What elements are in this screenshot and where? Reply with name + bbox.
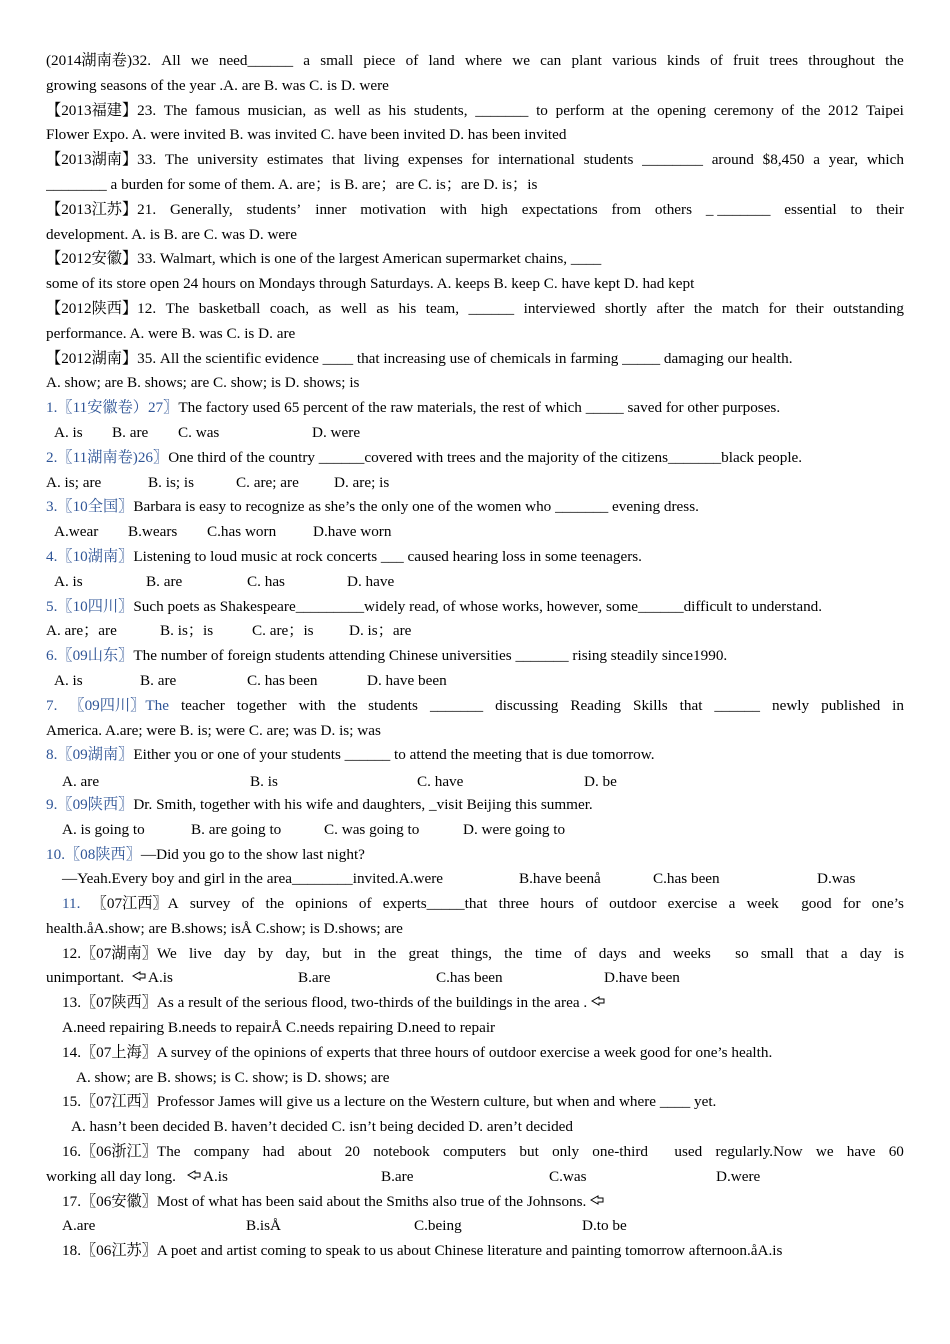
question-2013-fujian-23-options: Flower Expo. A. were invited B. was invited C. have been invited D. has been invited	[46, 126, 567, 144]
word: outstanding	[833, 299, 904, 317]
word: All	[161, 52, 181, 69]
word: only	[552, 1143, 580, 1161]
word: land	[428, 52, 455, 69]
question-source: 〖09湖南〗	[57, 746, 134, 764]
option-a: A. is going to	[62, 820, 145, 838]
word: ______	[714, 696, 760, 714]
word: days	[598, 944, 627, 962]
option-d: D. have been	[367, 671, 447, 689]
question-text: Barbara is easy to recognize as she’s the only one of the women who _______ evening dress.	[133, 498, 699, 516]
word: students,	[413, 101, 468, 119]
word: his	[398, 299, 417, 317]
option-d: D. were going to	[463, 820, 566, 838]
option-a: A. is	[54, 423, 83, 441]
question-text: The number of foreign students attending Chinese universities _______ rising steadily since1990.	[133, 647, 728, 665]
word: perform	[555, 101, 605, 119]
question-number: 5.	[46, 597, 58, 615]
question-text: 17.〖06安徽〗Most of what has been said about the Smiths also true of the Johnsons.	[62, 1192, 587, 1210]
question-3	[46, 495, 904, 520]
word: we	[512, 52, 530, 69]
word: the	[885, 52, 904, 69]
question-9	[46, 793, 904, 818]
option-b: B. is; is	[148, 473, 195, 491]
option-b: B.are	[298, 969, 331, 987]
option-c: C.has been	[436, 969, 503, 987]
word: so	[735, 944, 749, 962]
word: published	[821, 696, 881, 714]
word: of	[241, 895, 255, 913]
word: famous	[195, 101, 240, 119]
word: ceremony	[713, 101, 774, 119]
option-d: D.have worn	[313, 523, 392, 541]
word: ______	[468, 299, 515, 317]
word: the	[377, 944, 397, 962]
question-number: 8.	[46, 746, 58, 764]
word: good	[801, 895, 832, 913]
word: in	[353, 944, 366, 962]
word: need______	[218, 52, 294, 69]
word: 【2013江苏】21.	[46, 200, 157, 218]
word: students	[368, 696, 418, 714]
word: for	[842, 895, 861, 913]
question-17-options	[46, 1214, 904, 1239]
word: essential	[784, 200, 837, 218]
question-12-lead: unimportant.	[46, 969, 125, 987]
option-b: B.are	[381, 1167, 414, 1185]
question-12	[46, 942, 904, 967]
option-a: A.is	[203, 1167, 228, 1185]
word: day,	[285, 944, 311, 962]
question-source: 〖09山东〗	[57, 647, 134, 665]
option-c: C.has been	[653, 870, 720, 888]
question-source: 〖10全国〗	[57, 498, 134, 516]
question-source: 〖11安徽卷）27〗	[57, 399, 179, 417]
word: $8,450	[762, 151, 805, 169]
exercise-document	[46, 49, 904, 1264]
question-3-options	[46, 520, 904, 545]
word: Taipei	[866, 101, 904, 119]
word: in	[892, 696, 904, 714]
word: we	[190, 52, 209, 69]
question-number: 10.	[46, 845, 65, 863]
question-7	[46, 694, 904, 719]
word: throughout	[808, 52, 875, 69]
word: company	[193, 1143, 250, 1161]
word: after	[656, 299, 685, 317]
word: as	[376, 299, 389, 317]
question-7-options: America. A.are; were B. is; were C. are; was D. is; was	[46, 721, 381, 739]
word: one’s	[871, 895, 904, 913]
question-source: 〖08陕西〗	[64, 845, 141, 863]
option-d: D.were	[716, 1167, 761, 1185]
word: various	[612, 52, 657, 69]
question-10-line2	[46, 867, 904, 892]
word: the	[801, 101, 821, 119]
question-text: The factory used 65 percent of the raw materials, the rest of which _____ saved for other purposes.	[178, 399, 781, 417]
word: of	[710, 52, 723, 69]
question-text: 13.〖07陕西〗As a result of the serious flood, two-thirds of the buildings in the area .	[62, 994, 588, 1012]
question-18: 18.〖06江苏〗A poet and artist coming to speak to us about Chinese literature and painting tomorrow afternoon.åA.is	[62, 1242, 783, 1260]
word: as	[313, 101, 327, 119]
word: live	[188, 944, 212, 962]
word: time	[534, 944, 562, 962]
word: _______	[475, 101, 529, 119]
word: the	[337, 696, 357, 714]
word: the	[693, 299, 713, 317]
question-number: 6.	[46, 647, 58, 665]
word: of	[405, 52, 419, 69]
question-source: 〖09四川〗The	[69, 696, 169, 714]
option-c: C.being	[414, 1217, 462, 1235]
word: their	[876, 200, 904, 218]
word: the	[265, 895, 285, 913]
question-8	[46, 743, 904, 768]
word: to	[850, 200, 863, 218]
option-a: A. are；are	[46, 622, 117, 640]
question-text: —Did you go to the show last night?	[140, 845, 365, 863]
question-13	[46, 991, 904, 1016]
word: day	[223, 944, 246, 962]
option-a: A. is	[54, 572, 83, 590]
option-a: A. is	[54, 671, 83, 689]
option-b: B. are	[112, 423, 149, 441]
question-2013-jiangsu-21-options: development. A. is B. are C. was D. were	[46, 225, 297, 243]
word: hours	[540, 895, 574, 913]
question-17	[46, 1190, 904, 1215]
pointer-icon	[187, 1165, 203, 1190]
question-2012-hunan-35-options: A. show; are B. shows; are C. show; is D. shows; is	[46, 374, 360, 392]
word: newly	[771, 696, 810, 714]
question-2013-jiangsu-21-line1	[46, 198, 904, 223]
option-d: D. is；are	[349, 622, 412, 640]
word: small	[760, 944, 794, 962]
question-12-options	[46, 966, 904, 991]
word: week	[746, 895, 779, 913]
word: from	[611, 200, 642, 218]
question-2014-hunan-32-line1	[46, 49, 904, 74]
option-a: A.are	[62, 1217, 96, 1235]
word: inner	[315, 200, 347, 218]
word: 2012	[828, 101, 859, 119]
word: match	[721, 299, 760, 317]
option-b: B.have beenå	[519, 870, 601, 888]
word: we	[815, 1143, 834, 1161]
word: where	[464, 52, 503, 69]
word: at	[612, 101, 624, 119]
word: 16.〖06浙江〗The	[62, 1143, 181, 1161]
question-text: Either you or one of your students ______ to attend the meeting that is due tomorrow.	[133, 746, 655, 764]
word: day	[859, 944, 882, 962]
word: their	[795, 299, 824, 317]
question-11	[46, 892, 904, 917]
word: used	[674, 1143, 703, 1161]
word: of	[585, 895, 598, 913]
question-9-options	[46, 818, 904, 843]
word: of	[781, 101, 795, 119]
word: 60	[888, 1143, 904, 1161]
option-d: D. have	[347, 572, 395, 590]
word: ________	[642, 151, 703, 169]
word: as	[368, 101, 381, 119]
pointer-icon	[591, 994, 605, 1011]
question-number: 1.	[46, 399, 58, 417]
question-source: 〖10四川〗	[57, 597, 134, 615]
word: things,	[451, 944, 492, 962]
word: have	[846, 1143, 876, 1161]
word: but	[322, 944, 342, 962]
option-c: C. are; are	[236, 473, 299, 491]
word: which	[866, 151, 904, 169]
question-5-options	[46, 619, 904, 644]
word: a	[303, 52, 311, 69]
word: piece	[363, 52, 396, 69]
word: expenses	[407, 151, 463, 169]
word: around	[711, 151, 754, 169]
word: a	[728, 895, 736, 913]
question-source: 〖11湖南卷)26〗	[57, 448, 169, 466]
word: outdoor	[609, 895, 657, 913]
word: others	[654, 200, 693, 218]
word: living	[363, 151, 400, 169]
option-d: D. are; is	[334, 473, 390, 491]
word: 【2013湖南】33.	[46, 151, 157, 169]
word: team,	[425, 299, 460, 317]
question-6	[46, 644, 904, 669]
question-source: 〖09陕西〗	[57, 795, 134, 813]
question-8-options	[46, 768, 904, 793]
word: university	[197, 151, 259, 169]
word: kinds	[667, 52, 700, 69]
word: 【2013福建】23.	[46, 101, 157, 119]
question-2013-fujian-23-line1	[46, 99, 904, 124]
word: coach,	[269, 299, 310, 317]
question-number: 11.	[62, 895, 81, 913]
word: small	[320, 52, 354, 69]
question-4	[46, 545, 904, 570]
word: computers	[442, 1143, 507, 1161]
option-b: B. are	[140, 671, 177, 689]
word: as	[318, 299, 332, 317]
word: motivation	[360, 200, 427, 218]
question-15-options: A. hasn’t been decided B. haven’t decided C. isn’t being decided D. aren’t decided	[71, 1118, 574, 1136]
question-14-options: A. show; are B. shows; is C. show; is D. shows; are	[76, 1068, 390, 1086]
question-14: 14.〖07上海〗A survey of the opinions of experts that three hours of outdoor exercise a week good for one’s health.	[62, 1043, 773, 1061]
word: The	[165, 299, 190, 317]
word: of	[358, 895, 372, 913]
word: can	[540, 52, 562, 69]
word: fruit	[733, 52, 760, 69]
word: with	[439, 200, 467, 218]
option-c: C. was going to	[324, 820, 420, 838]
word: experts_____that	[382, 895, 488, 913]
word: international	[498, 151, 575, 169]
word: basketball	[198, 299, 261, 317]
question-number: 3.	[46, 498, 58, 516]
word: interviewed	[523, 299, 596, 317]
word: a	[840, 944, 848, 962]
word: high	[480, 200, 508, 218]
word: musician,	[247, 101, 307, 119]
word: that	[805, 944, 829, 962]
question-15: 15.〖07江西〗Professor James will give us a lecture on the Western culture, but when and where ____ yet.	[62, 1093, 717, 1111]
option-c: C.was	[549, 1167, 587, 1185]
question-16	[46, 1140, 904, 1165]
word: The	[164, 151, 189, 169]
word: weeks	[672, 944, 711, 962]
question-text: Listening to loud music at rock concerts ___ caused hearing loss in some teenagers.	[133, 547, 642, 565]
word: to	[536, 101, 548, 119]
option-c: C.has worn	[207, 523, 277, 541]
word: one-third	[592, 1143, 648, 1161]
word: had	[262, 1143, 285, 1161]
question-1	[46, 396, 904, 421]
question-source: 〖10湖南〗	[57, 547, 134, 565]
option-c: C. has been	[247, 671, 318, 689]
word: a	[813, 151, 820, 169]
question-2012-shaanxi-12-line1	[46, 297, 904, 322]
pointer-icon	[132, 966, 148, 991]
word: _ _______	[705, 200, 771, 218]
question-text: One third of the country ______covered with trees and the majority of the citizens_______black people.	[168, 448, 803, 466]
option-a: A. are	[62, 773, 100, 791]
word: survey	[189, 895, 231, 913]
word: estimates	[266, 151, 324, 169]
question-4-options	[46, 570, 904, 595]
question-2	[46, 446, 904, 471]
option-d: D.was	[817, 870, 856, 888]
question-2012-shaanxi-12-options: performance. A. were B. was C. is D. are	[46, 324, 296, 342]
option-a: A.wear	[54, 523, 99, 541]
word: for	[471, 151, 490, 169]
option-b: B. is	[250, 773, 278, 791]
word: plant	[571, 52, 602, 69]
option-b: B.wears	[128, 523, 178, 541]
word: 〖07江西〗A	[91, 895, 179, 913]
option-d: D.have been	[604, 969, 680, 987]
word: Skills	[633, 696, 668, 714]
word: students’	[246, 200, 302, 218]
word: The	[163, 101, 188, 119]
question-2013-hunan-33-options: ________ a burden for some of them. A. are；is B. are；are C. is；are D. is；is	[46, 175, 538, 193]
question-2013-hunan-33-line1	[46, 148, 904, 173]
word: 20	[344, 1143, 360, 1161]
word: and	[638, 944, 661, 962]
word: that	[332, 151, 355, 169]
word: _______	[429, 696, 484, 714]
question-2012-hunan-35-line1: 【2012湖南】35. All the scientific evidence ____ that increasing use of chemicals in farming _____ damaging our health.	[46, 349, 793, 367]
question-13-options: A.need repairing B.needs to repairÅ C.needs repairing D.need to repair	[62, 1019, 496, 1037]
question-16-lead: working all day long.	[46, 1167, 176, 1185]
word: (2014湖南卷)32.	[46, 52, 152, 69]
question-1-options	[46, 421, 904, 446]
question-11-options: health.åA.show; are B.shows; isÅ C.show; is D.shows; are	[46, 919, 403, 937]
option-a: A.is	[148, 969, 173, 987]
question-number: 7.	[46, 696, 58, 714]
word: 【2012陕西】12.	[46, 299, 157, 317]
word: year,	[828, 151, 859, 169]
word: with	[298, 696, 326, 714]
word: is	[893, 944, 904, 962]
question-number: 4.	[46, 547, 58, 565]
word: the	[630, 101, 650, 119]
word: of	[573, 944, 587, 962]
word: well	[340, 299, 367, 317]
question-number: 9.	[46, 795, 58, 813]
word: opinions	[295, 895, 348, 913]
question-2014-hunan-32-options: growing seasons of the year .A. are B. was C. is D. were	[46, 76, 389, 94]
question-10-answer-line: —Yeah.Every boy and girl in the area________invited.A.were	[62, 870, 443, 888]
question-2012-anhui-33-line1: 【2012安徽】33. Walmart, which is one of the largest American supermarket chains, ____	[46, 250, 602, 268]
word: his	[388, 101, 407, 119]
word: exercise	[667, 895, 718, 913]
option-b: B.isÅ	[246, 1217, 282, 1235]
word: notebook	[373, 1143, 430, 1161]
word: 12.〖07湖南〗We	[62, 944, 177, 962]
option-b: B. are	[146, 572, 183, 590]
word: by	[257, 944, 274, 962]
question-10	[46, 843, 904, 868]
word: the	[504, 944, 523, 962]
word: Generally,	[169, 200, 233, 218]
word: regularly.Now	[715, 1143, 803, 1161]
option-d: D. be	[584, 773, 617, 791]
question-2012-anhui-33-line2: some of its store open 24 hours on Mondays through Saturdays. A. keeps B. keep C. have kept D. had kept	[46, 275, 695, 293]
option-c: C. have	[417, 773, 464, 791]
option-c: C. was	[178, 423, 220, 441]
word: expectations	[521, 200, 598, 218]
word: Reading	[570, 696, 622, 714]
option-d: D. were	[312, 423, 361, 441]
word: three	[498, 895, 529, 913]
question-16-options	[46, 1165, 904, 1190]
word: but	[519, 1143, 539, 1161]
question-number: 2.	[46, 448, 58, 466]
question-text: Such poets as Shakespeare_________widely read, of whose works, however, some______difficult to understand.	[133, 597, 823, 615]
option-b: B. are going to	[191, 820, 282, 838]
word: trees	[769, 52, 799, 69]
question-text: Dr. Smith, together with his wife and daughters, _visit Beijing this summer.	[133, 795, 593, 813]
word: together	[236, 696, 287, 714]
word: well	[334, 101, 361, 119]
option-d: D.to be	[582, 1217, 627, 1235]
option-c: C. has	[247, 572, 285, 590]
word: that	[679, 696, 703, 714]
option-b: B. is；is	[160, 622, 214, 640]
question-6-options	[46, 669, 904, 694]
word: great	[408, 944, 439, 962]
word: about	[297, 1143, 332, 1161]
word: shortly	[604, 299, 648, 317]
word: for	[768, 299, 787, 317]
pointer-icon	[590, 1193, 604, 1210]
word: opening	[657, 101, 707, 119]
question-2-options	[46, 471, 904, 496]
option-c: C. are；is	[252, 622, 314, 640]
word: teacher	[180, 696, 225, 714]
word: students	[583, 151, 634, 169]
question-5	[46, 595, 904, 620]
word: discussing	[495, 696, 559, 714]
option-a: A. is; are	[46, 473, 102, 491]
